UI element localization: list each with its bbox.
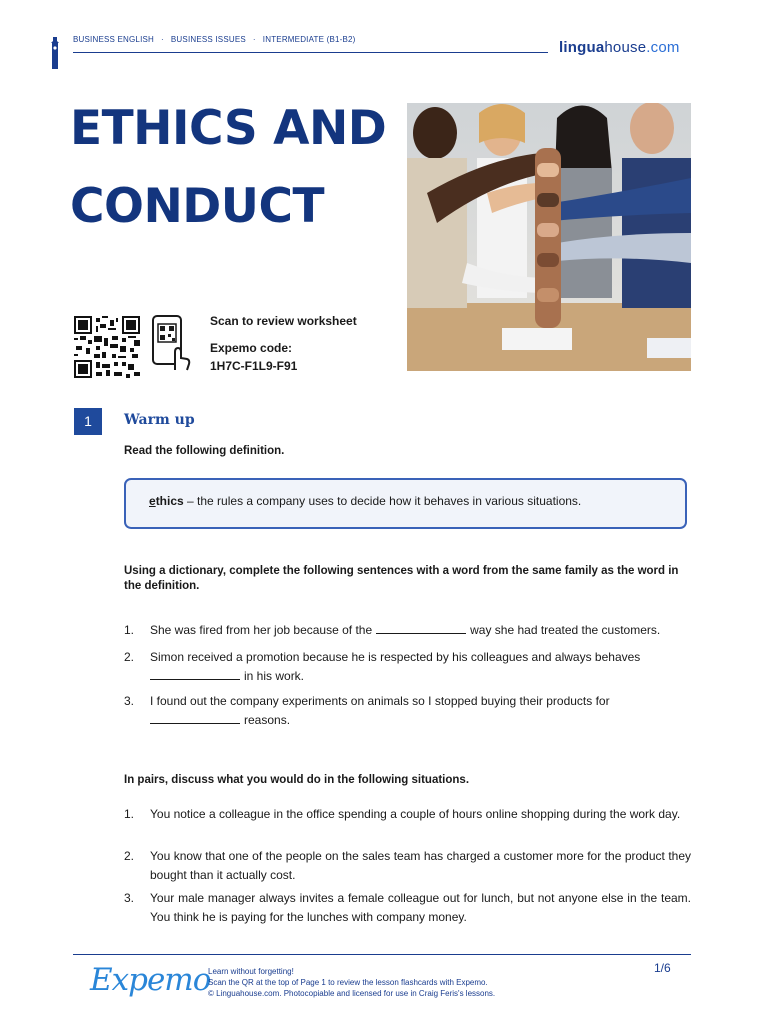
expemo-logo[interactable]: Expemo (90, 962, 211, 998)
answer-blank[interactable] (376, 621, 466, 634)
definition-first-letter: e (149, 494, 156, 508)
instruction-pairs: In pairs, discuss what you would do in the following situations. (124, 774, 470, 786)
breadcrumb-topic: BUSINESS ISSUES (170, 35, 246, 44)
scan-info (210, 312, 357, 375)
sentence-text: Simon received a promotion because he is respected by his colleagues and always behaves (150, 650, 641, 664)
sentence-text: She was fired from her job because of the (150, 623, 373, 637)
sentence-text-end: reasons. (244, 713, 291, 727)
situation-text: You notice a colleague in the office spending a couple of hours online shopping during the work day. (150, 807, 681, 821)
title-line-1: ETHICS AND (70, 101, 387, 156)
breadcrumb-level: INTERMEDIATE (B1-B2) (262, 35, 356, 44)
qr-code[interactable] (74, 316, 140, 378)
big-ben-icon (50, 37, 60, 69)
expemo-code: 1H7C-F1L9-F91 (210, 359, 298, 373)
breadcrumb (73, 35, 356, 44)
sentence-text-end: in his work. (244, 669, 305, 683)
answer-blank[interactable] (150, 667, 240, 680)
brand-part-domain: .com (646, 39, 680, 56)
item-number: 2. (124, 849, 135, 863)
instruction-dictionary: Using a dictionary, complete the following sentences with a word from the same family as the word in the definition. (124, 565, 679, 592)
definition-text (149, 494, 581, 508)
brand-part-lingua: lingua (559, 39, 605, 56)
item-number: 3. (124, 891, 135, 905)
item-number: 1. (124, 623, 135, 637)
page-number: 1/6 (654, 961, 671, 975)
section-number-badge: 1 (74, 408, 102, 435)
title-line-2: CONDUCT (70, 179, 325, 234)
situation-list (124, 805, 691, 930)
definition-meaning: – the rules a company uses to decide how it behaves in various situations. (183, 494, 582, 508)
footer-rule (73, 954, 691, 955)
footer-instruction: Scan the QR at the top of Page 1 to review the lesson flashcards with Expemo. (208, 978, 488, 987)
item-number: 1. (124, 807, 135, 821)
header-rule (73, 52, 548, 53)
breadcrumb-separator: · (252, 35, 256, 44)
situation-text: Your male manager always invites a female colleague out for lunch, but not anyone else in the team. You think he is paying for the lunches with company money. (150, 891, 691, 924)
section-title: Warm up (124, 412, 195, 428)
instruction-read-definition: Read the following definition. (124, 445, 285, 457)
brand-part-house: house (604, 39, 647, 56)
situation-text: You know that one of the people on the sales team has charged a customer more for the product they bought than it actually cost. (150, 849, 691, 882)
phone-scan-icon (151, 314, 191, 372)
item-number: 3. (124, 694, 135, 708)
sentence-text-end: way she had treated the customers. (470, 623, 661, 637)
sentence-text: I found out the company experiments on animals so I stopped buying their products for (150, 694, 610, 708)
item-number: 2. (124, 650, 135, 664)
footer-tagline: Learn without forgetting! (208, 967, 294, 976)
page-title (70, 90, 400, 246)
sentence-list (124, 621, 691, 731)
expemo-code-label: Expemo code: (210, 341, 293, 355)
breadcrumb-course: BUSINESS ENGLISH (73, 35, 155, 44)
footer-copyright: © Linguahouse.com. Photocopiable and licensed for use in Craig Feris's lessons. (208, 989, 496, 998)
linguahouse-logo[interactable] (559, 39, 680, 56)
team-hands-photo (407, 103, 691, 371)
definition-word: thics (155, 494, 184, 508)
answer-blank[interactable] (150, 711, 240, 724)
scan-label: Scan to review worksheet (210, 314, 357, 328)
breadcrumb-separator: · (161, 35, 164, 44)
footer-text (208, 966, 495, 999)
